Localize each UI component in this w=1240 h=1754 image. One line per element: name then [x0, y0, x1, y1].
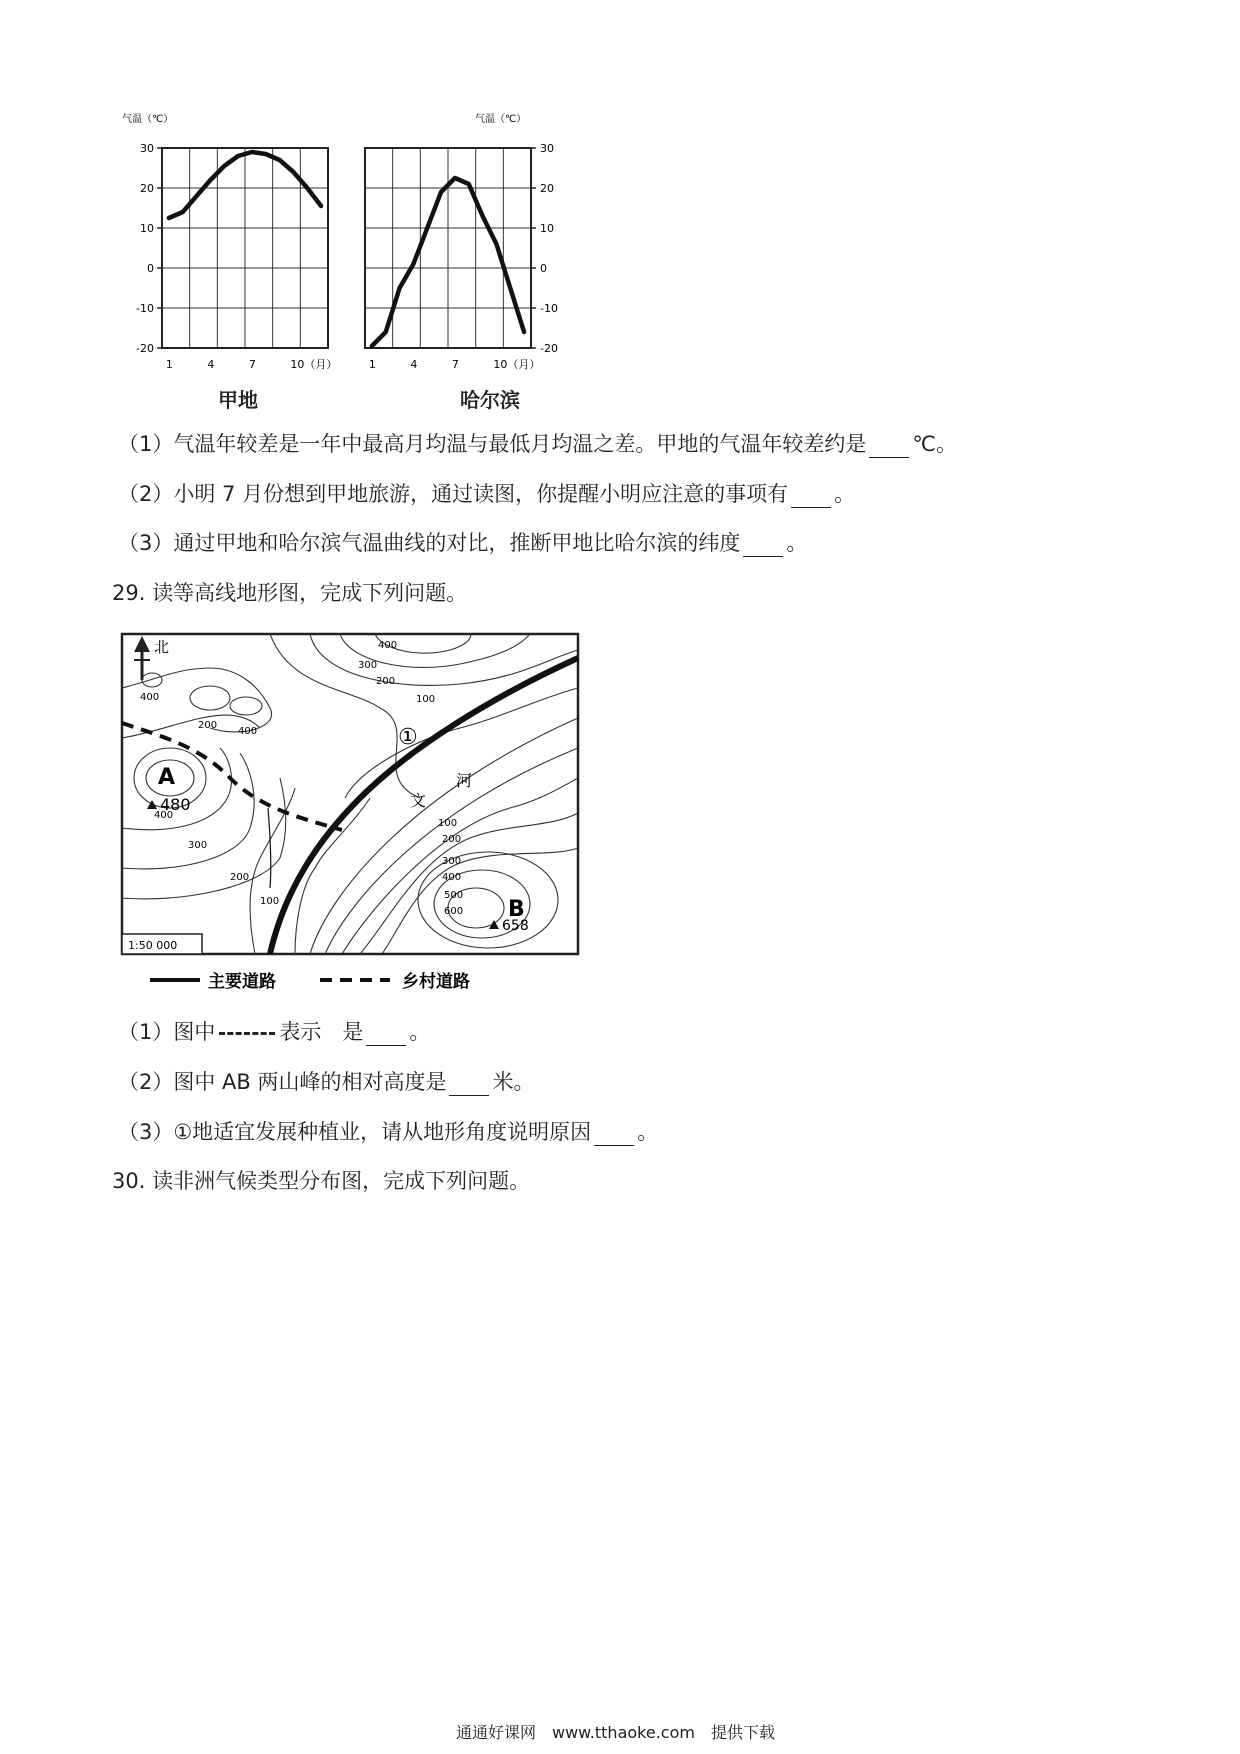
answer-blank[interactable] — [869, 437, 909, 458]
q29-item-1-end: 。 — [409, 1020, 431, 1044]
answer-blank[interactable] — [594, 1125, 634, 1146]
climate-chart-harbin — [355, 108, 595, 380]
y-tick-label: -20 — [540, 342, 558, 355]
answer-blank[interactable] — [791, 487, 831, 508]
scale-label: 1:50 000 — [128, 939, 178, 952]
q28-item-2 — [118, 480, 855, 508]
q28-item-3-end: 。 — [786, 531, 808, 555]
contour-label: 100 — [260, 896, 280, 907]
north-label: 北 — [154, 638, 170, 656]
chart-svg-harbin — [355, 108, 595, 376]
q29-item-3-end: 。 — [637, 1120, 659, 1144]
x-tick-label: 4 — [410, 358, 418, 371]
chart-caption-harbin: 哈尔滨 — [460, 388, 520, 412]
y-axis-label: 气温（℃） — [122, 114, 174, 125]
river-label: 河 — [456, 771, 473, 790]
y-tick-label: 20 — [540, 182, 554, 195]
x-tick-label: 7 — [248, 358, 256, 371]
q29-item-2 — [118, 1068, 534, 1096]
q28-item-3-text: （3）通过甲地和哈尔滨气温曲线的对比，推断甲地比哈尔滨的纬度 — [118, 531, 741, 555]
contour-label: 400 — [378, 640, 398, 651]
footer-text: 通通好课网 www.tthaoke.com 提供下载 — [456, 1723, 775, 1742]
contour-label: 300 — [442, 856, 462, 867]
q30-title: 30. 读非洲气候类型分布图，完成下列问题。 — [112, 1169, 531, 1193]
peak-a-elevation: 480 — [160, 795, 191, 814]
y-tick-label: 0 — [147, 262, 154, 275]
y-axis-label: 气温（℃） — [475, 114, 527, 125]
answer-blank[interactable] — [366, 1025, 406, 1046]
q29-item-2-end: 米。 — [492, 1070, 535, 1094]
x-tick-label: 1 — [368, 358, 376, 371]
contour-label: 300 — [358, 660, 378, 671]
q28-item-1-text: （1）气温年较差是一年中最高月均温与最低月均温之差。甲地的气温年较差约是 — [118, 432, 867, 456]
contour-label: 500 — [444, 890, 464, 901]
climate-chart-jiadi — [118, 108, 348, 380]
peak-b-elevation: 658 — [502, 918, 529, 934]
q28-item-2-end: 。 — [834, 482, 856, 506]
y-tick-label: 20 — [140, 182, 154, 195]
x-tick-label: 10（月） — [493, 358, 541, 371]
area-1-label: ① — [398, 725, 418, 750]
y-tick-label: 30 — [140, 142, 154, 155]
y-tick-label: -10 — [540, 302, 558, 315]
q29-item-3 — [118, 1118, 658, 1146]
peak-a-label: A — [158, 765, 176, 790]
q28-item-1 — [118, 430, 957, 458]
peak-b-label: B — [508, 897, 525, 922]
dashed-line-symbol — [219, 1032, 275, 1035]
contour-label: 200 — [198, 720, 218, 731]
q29-item-2-text: （2）图中 AB 两山峰的相对高度是 — [118, 1070, 447, 1094]
contour-label: 200 — [376, 676, 396, 687]
q29-item-1-text-a: （1）图中 — [118, 1020, 216, 1044]
contour-map-svg — [120, 628, 590, 1000]
x-tick-label: 7 — [451, 358, 459, 371]
q28-item-2-text: （2）小明 7 月份想到甲地旅游，通过读图，你提醒小明应注意的事项有 — [118, 482, 789, 506]
y-tick-label: -10 — [136, 302, 154, 315]
answer-blank[interactable] — [449, 1075, 489, 1096]
y-tick-label: 10 — [540, 222, 554, 235]
q28-item-1-end: ℃。 — [912, 432, 957, 456]
q29-item-1 — [118, 1018, 430, 1046]
x-tick-label: 1 — [165, 358, 173, 371]
x-tick-label: 4 — [207, 358, 215, 371]
y-tick-label: 0 — [540, 262, 547, 275]
q28-item-3 — [118, 529, 807, 557]
contour-label: 100 — [438, 818, 458, 829]
legend-main-road-label: 主要道路 — [208, 972, 276, 992]
contour-label: 200 — [442, 834, 462, 845]
legend-rural-road-label: 乡村道路 — [402, 972, 470, 992]
contour-label: 200 — [230, 872, 250, 883]
y-tick-label: -20 — [136, 342, 154, 355]
q29-item-1-text-b: 表示 是 — [279, 1020, 364, 1044]
contour-label: 400 — [154, 810, 174, 821]
chart-caption-jiadi: 甲地 — [218, 388, 258, 412]
contour-label: 100 — [416, 694, 436, 705]
contour-label: 400 — [140, 692, 160, 703]
school-label: 文 — [410, 791, 427, 810]
contour-label: 400 — [442, 872, 462, 883]
q29-title: 29. 读等高线地形图，完成下列问题。 — [112, 581, 468, 605]
contour-label: 400 — [238, 726, 258, 737]
chart-svg-jiadi — [118, 108, 348, 376]
q29-item-3-text: （3）①地适宜发展种植业，请从地形角度说明原因 — [118, 1120, 592, 1144]
x-tick-label: 10（月） — [290, 358, 338, 371]
contour-label: 300 — [188, 840, 208, 851]
y-tick-label: 10 — [140, 222, 154, 235]
contour-map — [120, 628, 590, 1004]
contour-label: 600 — [444, 906, 464, 917]
y-tick-label: 30 — [540, 142, 554, 155]
answer-blank[interactable] — [743, 536, 783, 557]
